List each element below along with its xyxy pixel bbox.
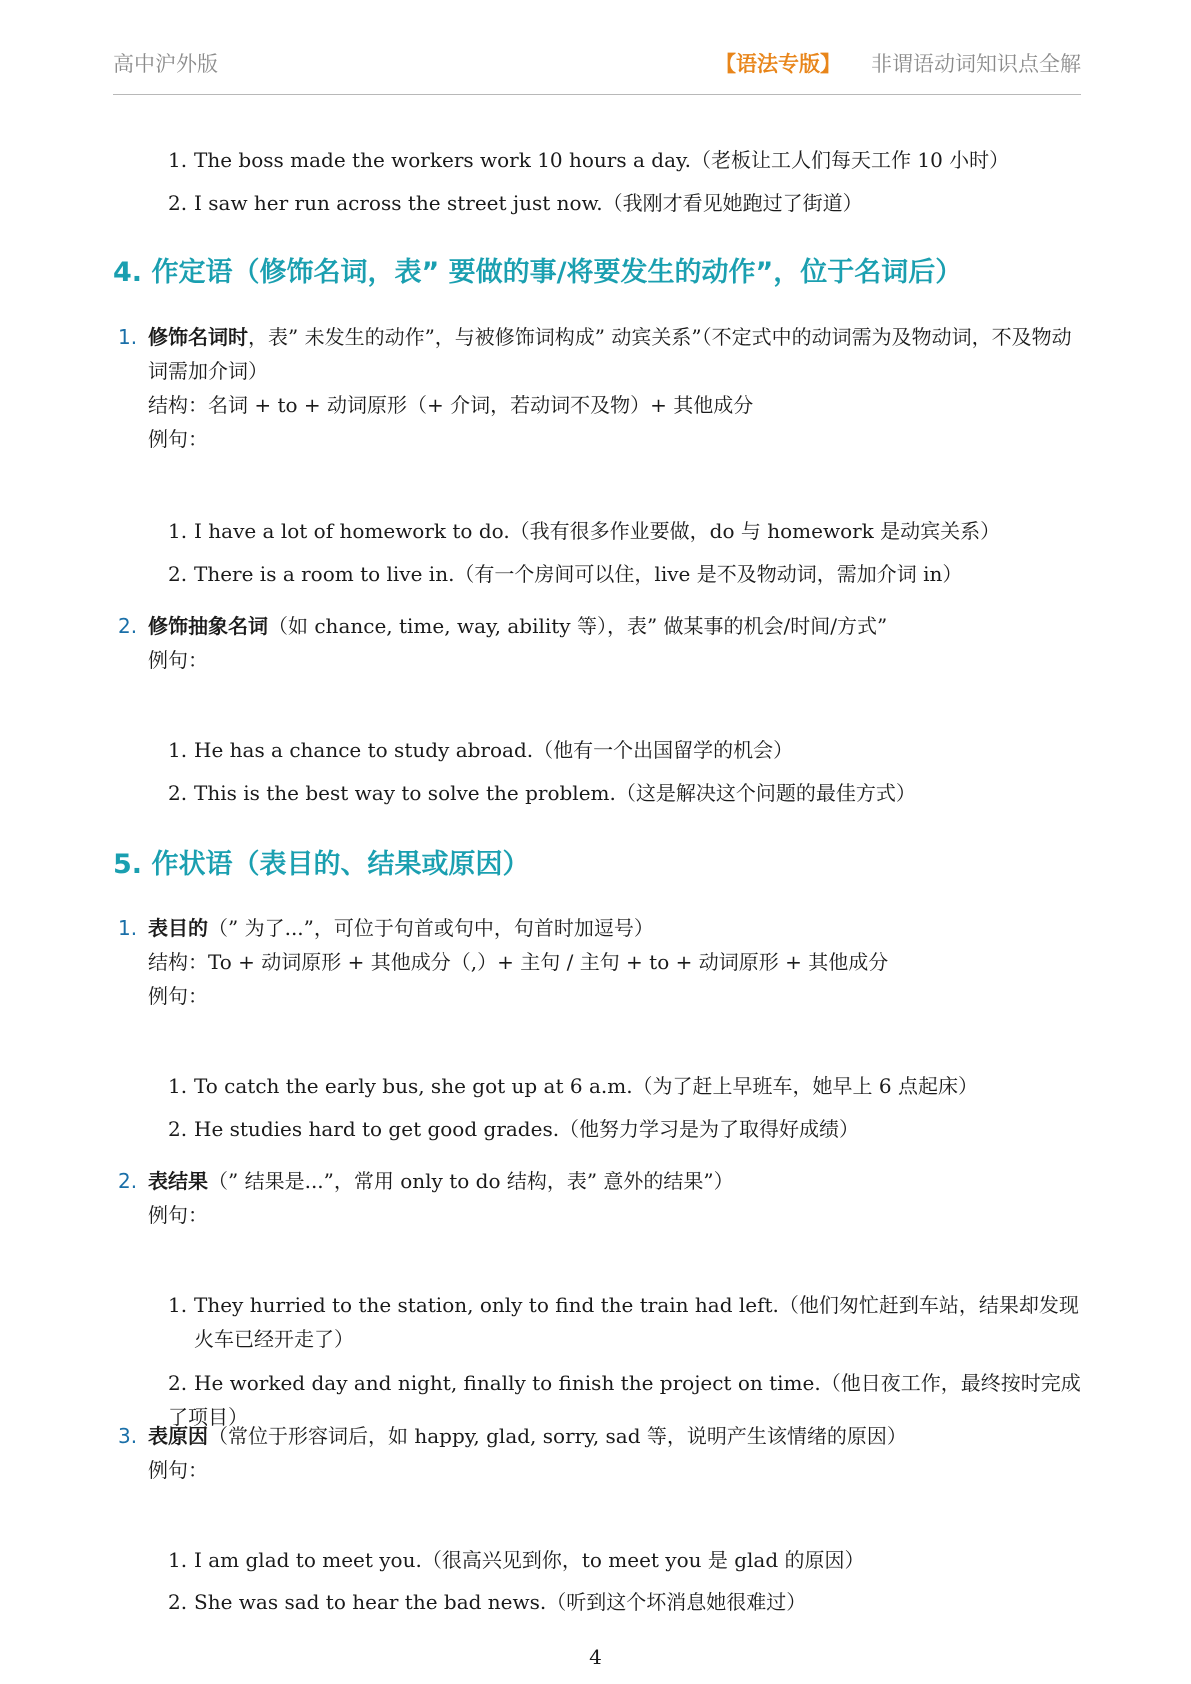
header-tag: 【语法专版】 — [715, 52, 841, 76]
page-number: 4 — [589, 1645, 602, 1669]
section4-item1: 1. 修饰名词时，表” 未发生的动作”，与被修饰词构成” 动宾关系”（不定式中的动词需为及物动词，不及物动词需加介词） 结构：名词 + to + 动词原形（+ 介词，若动词不及物）+ 其他成分 例句： — [118, 325, 1072, 451]
list-item: 2. He worked day and night, finally to finish the project on time.（他日夜工作，最终按时完成了项目） — [168, 1371, 1081, 1429]
list-item: 1. I am glad to meet you.（很高兴见到你，to meet you 是 glad 的原因） — [168, 1548, 865, 1572]
list-item: 1. I have a lot of homework to do.（我有很多作业要做，do 与 homework 是动宾关系） — [168, 519, 1001, 543]
header-left: 高中沪外版 — [113, 52, 218, 76]
list-item: 2. I saw her run across the street just now.（我刚才看见她跑过了街道） — [168, 191, 863, 215]
list-item: 1. He has a chance to study abroad.（他有一个出国留学的机会） — [168, 738, 794, 762]
header-right — [715, 48, 1081, 78]
list-item: 2. She was sad to hear the bad news.（听到这个坏消息她很难过） — [168, 1590, 807, 1614]
section5-item3: 3. 表原因（常位于形容词后，如 happy, glad, sorry, sad 等，说明产生该情绪的原因） 例句： — [118, 1424, 907, 1482]
list-item: 1. The boss made the workers work 10 hours a day.（老板让工人们每天工作 10 小时） — [168, 148, 1010, 172]
section-heading: 5. 作状语（表目的、结果或原因） — [113, 849, 530, 880]
section5-item2: 2. 表结果（” 结果是...”，常用 only to do 结构，表” 意外的结果”） 例句： — [118, 1169, 734, 1227]
list-item: 2. This is the best way to solve the problem.（这是解决这个问题的最佳方式） — [168, 781, 916, 805]
header-title: 非谓语动词知识点全解 — [871, 52, 1081, 76]
section5-item1: 1. 表目的（” 为了...”，可位于句首或句中，句首时加逗号） 结构：To + 动词原形 + 其他成分（,）+ 主句 / 主句 + to + 动词原形 + 其他成分 例句： — [118, 916, 889, 1008]
list-item: 2. He studies hard to get good grades.（他努力学习是为了取得好成绩） — [168, 1117, 860, 1141]
page-header — [113, 42, 1081, 95]
list-item: 1. They hurried to the station, only to find the train had left.（他们匆忙赶到车站，结果却发现火车已经开走了） — [168, 1293, 1079, 1351]
section-heading: 4. 作定语（修饰名词，表” 要做的事/将要发生的动作”，位于名词后） — [113, 257, 963, 288]
section4-item2: 2. 修饰抽象名词（如 chance, time, way, ability 等），表” 做某事的机会/时间/方式” 例句： — [118, 614, 888, 672]
list-item: 1. To catch the early bus, she got up at 6 a.m.（为了赶上早班车，她早上 6 点起床） — [168, 1074, 978, 1098]
list-item: 2. There is a room to live in.（有一个房间可以住，live 是不及物动词，需加介词 in） — [168, 562, 963, 586]
